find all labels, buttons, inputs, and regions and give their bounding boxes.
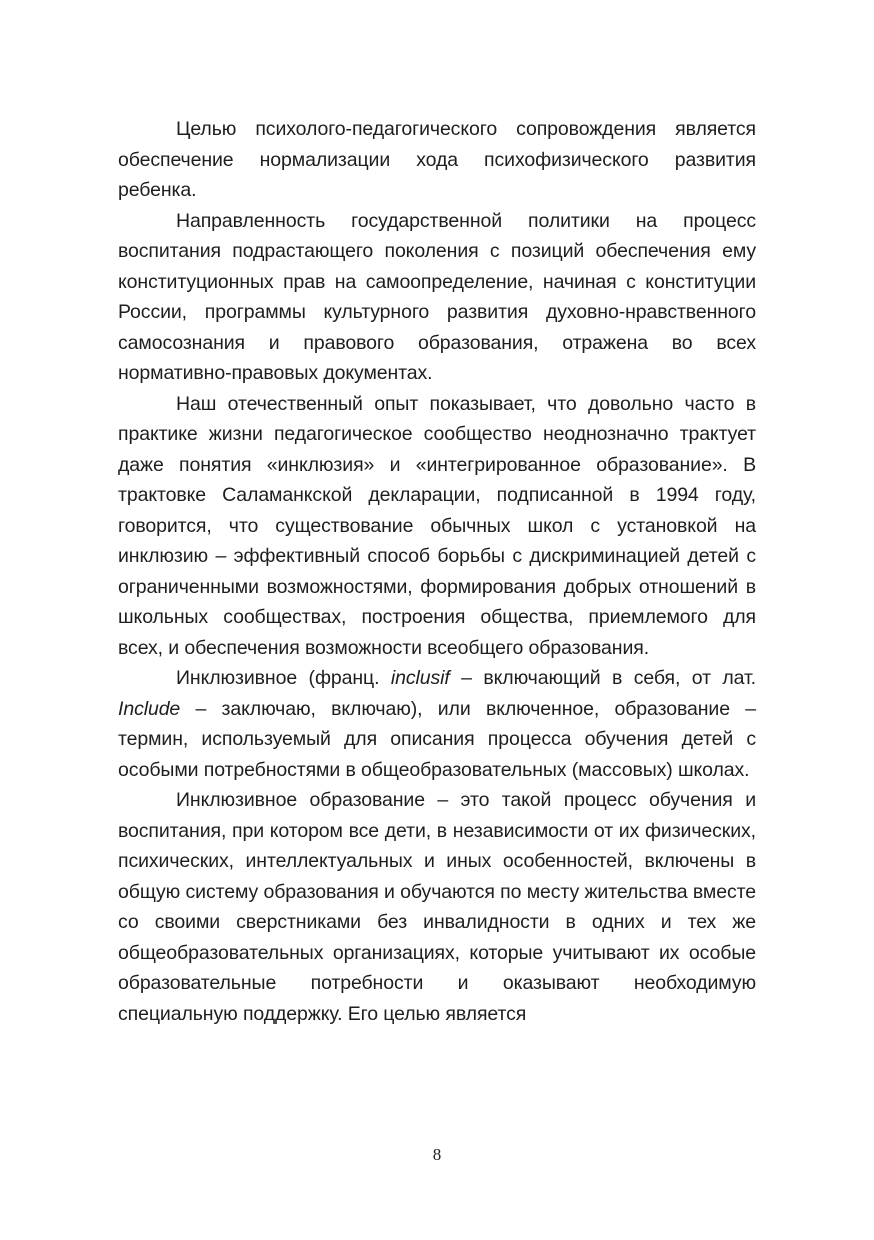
definition-text-3: – заключаю, включаю), или включенное, образование – термин, используемый для описания процесса обучения детей с особыми потребностями в общеобразовательных (массовых) школах. xyxy=(118,697,756,781)
definition-text-1: Инклюзивное (франц. xyxy=(176,667,391,689)
term-inclusif: inclusif xyxy=(390,667,450,689)
definition-text-2: – включающий в себя, от лат. xyxy=(449,667,756,689)
paragraph-inclusive-education: Инклюзивное образование – это такой процесс обучения и воспитания, при котором все дети, в независимости от их физических, психических, интеллектуальных и иных особенностей, включены в общую систему образования и обучаются по месту жительства вместе со своими сверстниками без инвалидности в одних и тех же общеобразовательных организациях, которые учитывают их особые образовательные потребности и оказывают необходимую специальную поддержку. Его целью является xyxy=(118,789,756,1025)
term-include: Include xyxy=(118,697,181,720)
paragraph-domestic-experience: Наш отечественный опыт показывает, что довольно часто в практике жизни педагогическое сообщество неоднозначно трактует даже понятия «инклюзия» и «интегрированное образование». В трактовке Саламанкской декларации, подписанной в 1994 году, говорится, что существование обычных школ с установкой на инклюзию – эффективный способ борьбы с дискриминацией детей с ограниченными возможностями, формирования добрых отношений в школьных сообществах, построения общества, приемлемого для всех, и обеспечения возможности всеобщего образования. xyxy=(118,392,756,659)
paragraph-goal: Целью психолого-педагогического сопровождения является обеспечение нормализации хода психофизического развития ребенка. xyxy=(118,118,756,201)
page-body xyxy=(118,114,756,1029)
paragraph-inclusive-definition xyxy=(118,663,756,785)
page-number: 8 xyxy=(432,1145,442,1164)
paragraph-state-policy: Направленность государственной политики на процесс воспитания подрастающего поколения с позиций обеспечения ему конституционных прав на самоопределение, начиная с конституции России, программы культурного развития духовно-нравственного самосознания и правового образования, отражена во всех нормативно-правовых документах. xyxy=(118,209,756,384)
